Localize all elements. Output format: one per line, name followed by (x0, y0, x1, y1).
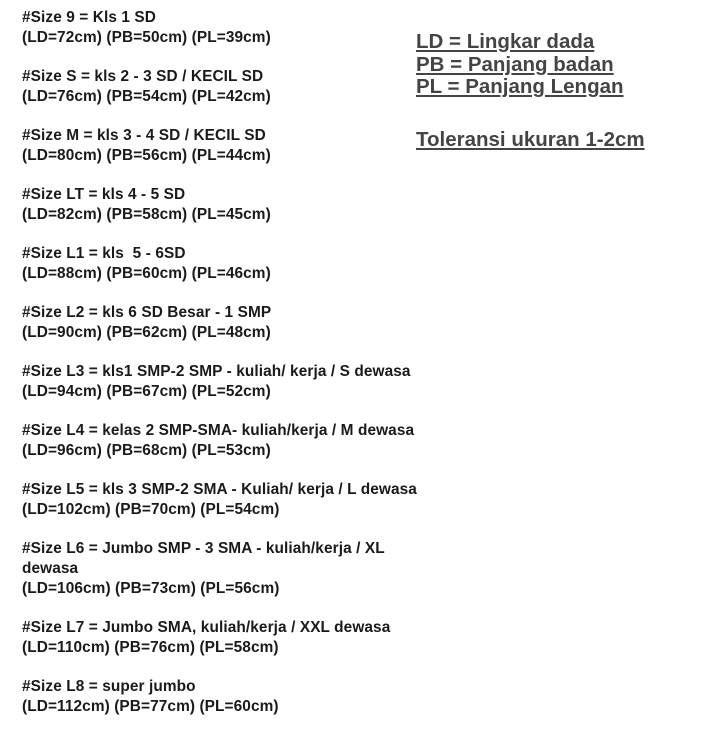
legend-pb: PB = Panjang badan (416, 52, 614, 76)
size-entry-l4 (22, 421, 452, 461)
size-title: #Size LT = kls 4 - 5 SD (22, 186, 186, 203)
size-entry-9 (22, 8, 452, 48)
size-entry-l3 (22, 362, 452, 402)
size-title-continued: dewasa (22, 560, 79, 577)
size-title: #Size L6 = Jumbo SMP - 3 SMA - kuliah/kerja / XL (22, 540, 385, 557)
size-entry-l8 (22, 677, 452, 717)
size-measurements: (LD=88cm) (PB=60cm) (PL=46cm) (22, 265, 271, 282)
size-chart-list (22, 8, 452, 736)
size-entry-lt (22, 185, 452, 225)
size-measurements: (LD=106cm) (PB=73cm) (PL=56cm) (22, 580, 280, 597)
size-title: #Size L4 = kelas 2 SMP-SMA- kuliah/kerja / M dewasa (22, 422, 415, 439)
size-title: #Size L8 = super jumbo (22, 678, 196, 695)
size-title: #Size M = kls 3 - 4 SD / KECIL SD (22, 127, 266, 144)
size-entry-l2 (22, 303, 452, 343)
size-title: #Size L5 = kls 3 SMP-2 SMA - Kuliah/ kerja / L dewasa (22, 481, 417, 498)
size-measurements: (LD=90cm) (PB=62cm) (PL=48cm) (22, 324, 271, 341)
size-title: #Size L1 = kls 5 - 6SD (22, 245, 186, 262)
size-entry-l7 (22, 618, 452, 658)
size-entry-m (22, 126, 452, 166)
size-title: #Size L3 = kls1 SMP-2 SMP - kuliah/ kerja / S dewasa (22, 363, 411, 380)
size-entry-l6 (22, 539, 452, 599)
size-measurements: (LD=72cm) (PB=50cm) (PL=39cm) (22, 29, 271, 46)
size-title: #Size L2 = kls 6 SD Besar - 1 SMP (22, 304, 272, 321)
size-title: #Size L7 = Jumbo SMA, kuliah/kerja / XXL dewasa (22, 619, 391, 636)
tolerance-note: Toleransi ukuran 1-2cm (416, 127, 645, 151)
size-entry-s (22, 67, 452, 107)
size-entry-l1 (22, 244, 452, 284)
size-entry-l5 (22, 480, 452, 520)
size-measurements: (LD=102cm) (PB=70cm) (PL=54cm) (22, 501, 280, 518)
size-measurements: (LD=110cm) (PB=76cm) (PL=58cm) (22, 639, 279, 656)
size-title: #Size S = kls 2 - 3 SD / KECIL SD (22, 68, 264, 85)
size-measurements: (LD=94cm) (PB=67cm) (PL=52cm) (22, 383, 271, 400)
size-measurements: (LD=96cm) (PB=68cm) (PL=53cm) (22, 442, 271, 459)
legend-pl: PL = Panjang Lengan (416, 75, 624, 98)
size-measurements: (LD=80cm) (PB=56cm) (PL=44cm) (22, 147, 271, 164)
size-measurements: (LD=112cm) (PB=77cm) (PL=60cm) (22, 698, 279, 715)
size-title: #Size 9 = Kls 1 SD (22, 9, 156, 26)
legend-ld: LD = Lingkar dada (416, 30, 595, 53)
size-measurements: (LD=82cm) (PB=58cm) (PL=45cm) (22, 206, 271, 223)
abbreviation-legend (416, 31, 716, 151)
size-measurements: (LD=76cm) (PB=54cm) (PL=42cm) (22, 88, 271, 105)
